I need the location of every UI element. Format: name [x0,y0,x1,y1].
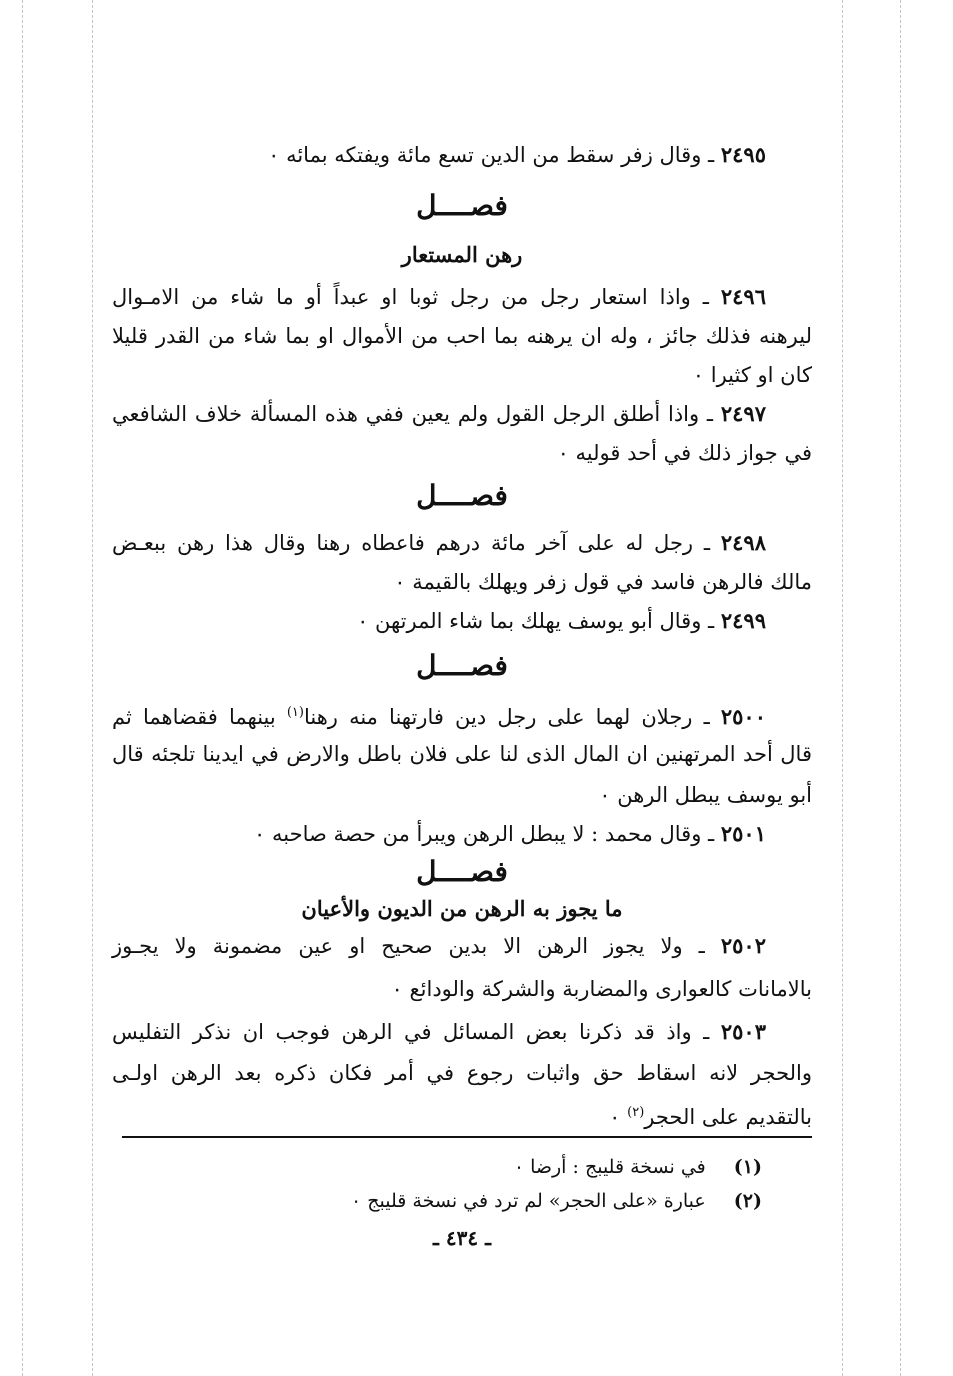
page-number: ـ ٤٣٤ ـ [433,1226,491,1250]
section-subheading-rahn-mustaar: رهن المستعار [401,242,523,267]
footnote-2 [351,1186,762,1216]
paragraph-text: ـ وقال محمد : لا يبطل الرهن ويبرأ من حصة صاحبه ٠ [254,822,715,846]
paragraph-2503-line-3 [112,1096,812,1134]
paragraph-2497-line-1 [112,397,766,431]
paragraph-text: ـ واذا استعار رجل من رجل ثوبا او عبداً أو ما شاء من الامـوال [112,285,709,309]
footnote-number: (٢) [733,1190,762,1212]
section-heading-fasl-1: فصــــل [416,189,508,222]
paragraph-text: ـ واذ قد ذكرنا بعض المسائل في الرهن فوجب ان نذكر التفليس [112,1020,710,1044]
paragraph-number: ٢٤٩٦ [720,284,766,309]
paragraph-number: ٢٥٠١ [720,821,766,846]
section-heading-fasl-4: فصــــل [416,855,508,888]
paragraph-2498-line-1 [112,526,766,560]
paragraph-number: ٢٤٩٨ [720,530,766,555]
paragraph-2496-line-2: ليرهنه فذلك جائز ، وله ان يرهنه بما احب من الأموال او بما شاء من القدر قليلا [112,324,812,348]
paragraph-text-cont: ٠ [609,1105,628,1129]
paragraph-2496-line-1 [112,280,766,314]
scan-guide-right [900,0,901,1376]
paragraph-2502-line-1 [112,929,766,963]
paragraph-2503-line-2: والحجر لانه اسقاط حق واثبات رجوع في أمر فكان ذكره بعد الرهن اولـى [112,1061,812,1085]
paragraph-text: بالتقديم على الحجر [644,1105,812,1129]
paragraph-2502-line-2: بالامانات كالعوارى والمضاربة والشركة والودائع ٠ [391,977,812,1001]
paragraph-2495 [112,138,766,172]
paragraph-number: ٢٥٠٠ [720,704,766,729]
paragraph-2500-line-1 [112,696,766,734]
footnote-marker-1[interactable]: (١) [286,705,304,720]
section-heading-fasl-2: فصــــل [416,479,508,512]
paragraph-2498-line-2: مالك فالرهن فاسد في قول زفر ويهلك بالقيمة ٠ [394,570,812,594]
paragraph-number: ٢٥٠٣ [720,1019,766,1044]
footnote-marker-2[interactable]: (٢) [627,1105,645,1120]
paragraph-text: ـ واذا أطلق الرجل القول ولم يعين ففي هذه المسألة خلاف الشافعي [112,402,714,426]
footnote-text: عبارة «على الحجر» لم ترد في نسخة قليبج ٠ [351,1190,706,1212]
scan-guide-left-inner [92,0,93,1376]
scan-guide-right-inner [842,0,843,1376]
paragraph-2497-line-2: في جواز ذلك في أحد قوليه ٠ [557,441,812,465]
footnote-separator [122,1136,812,1138]
paragraph-number: ٢٤٩٥ [720,142,766,167]
paragraph-2496-line-3: كان او كثيرا ٠ [692,363,812,387]
paragraph-number: ٢٤٩٧ [720,401,766,426]
paragraph-text: ـ رجلان لهما على رجل دين فارتهنا منه رهنا [303,705,710,729]
paragraph-2500-line-3: أبو يوسف يبطل الرهن ٠ [599,783,812,807]
paragraph-2503-line-1 [112,1015,766,1049]
paragraph-text: ـ رجل له على آخر مائة درهم فاعطاه رهنا وقال هذا رهن ببعـض [112,531,711,555]
paragraph-2499 [112,604,766,638]
section-heading-fasl-3: فصــــل [416,649,508,682]
scan-guide-left [22,0,23,1376]
paragraph-2501 [112,817,766,851]
footnote-number: (١) [733,1156,762,1178]
footnote-text: في نسخة قليبج : أرضا ٠ [513,1156,706,1178]
book-page [112,0,812,1376]
paragraph-text-cont: بينهما فقضاهما ثم [112,705,287,729]
paragraph-text: ـ وقال زفر سقط من الدين تسع مائة ويفتكه بمائه ٠ [268,143,715,167]
section-subheading-ma-yajuz: ما يجوز به الرهن من الديون والأعيان [301,896,623,921]
footnote-1 [514,1152,762,1182]
paragraph-text: ـ وقال أبو يوسف يهلك بما شاء المرتهن ٠ [357,609,715,633]
paragraph-number: ٢٥٠٢ [720,933,766,958]
paragraph-2500-line-2: قال أحد المرتهنين ان المال الذى لنا على فلان باطل والارض في ايدينا تلجئه قال [112,742,812,766]
paragraph-number: ٢٤٩٩ [720,608,766,633]
paragraph-text: ـ ولا يجوز الرهن الا بدين صحيح او عين مضمونة ولا يجـوز [112,934,705,958]
